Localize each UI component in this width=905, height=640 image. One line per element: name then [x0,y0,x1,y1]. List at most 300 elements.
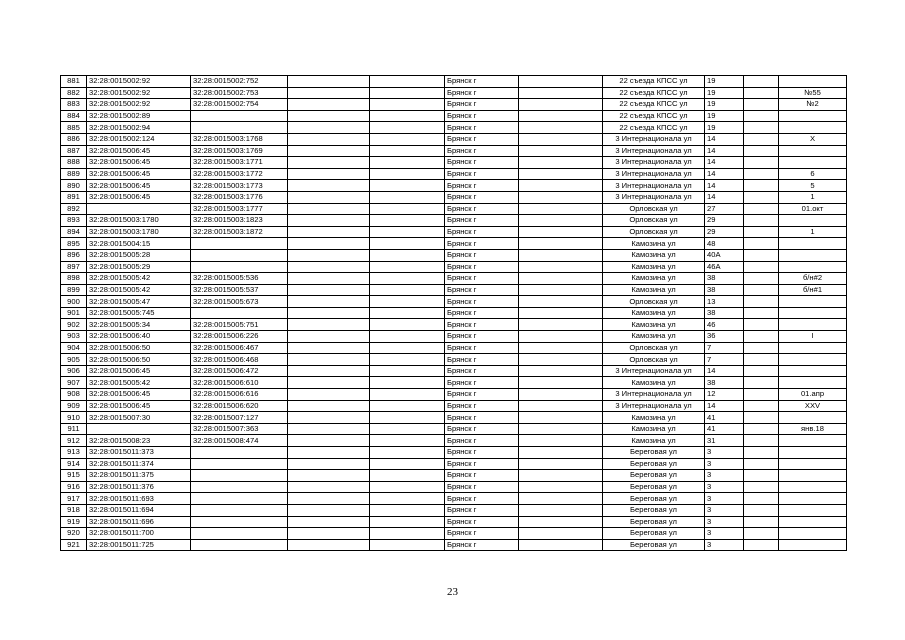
room-note-cell [779,458,847,470]
empty-cell-b [370,528,445,540]
cadastral-number-cell: 32:28:0015006:45 [87,365,191,377]
sub-cadastral-number-cell: 32:28:0015005:536 [191,273,288,285]
empty-cell-a [288,296,370,308]
sub-cadastral-number-cell [191,493,288,505]
empty-cell-d [744,319,779,331]
empty-cell-c [519,307,603,319]
room-note-cell [779,157,847,169]
empty-cell-c [519,249,603,261]
sub-cadastral-number-cell: 32:28:0015006:468 [191,354,288,366]
house-number-cell: 3 [705,470,744,482]
empty-cell-d [744,284,779,296]
street-cell: Камозина ул [603,238,705,250]
table-row [61,215,847,227]
house-number-cell: 29 [705,226,744,238]
row-number-cell: 907 [61,377,87,389]
house-number-cell: 7 [705,354,744,366]
sub-cadastral-number-cell: 32:28:0015007:363 [191,423,288,435]
room-note-cell: №55 [779,87,847,99]
street-cell: Береговая ул [603,516,705,528]
empty-cell-a [288,342,370,354]
empty-cell-d [744,447,779,459]
empty-cell-c [519,273,603,285]
empty-cell-a [288,354,370,366]
table-row [61,284,847,296]
empty-cell-a [288,458,370,470]
empty-cell-b [370,296,445,308]
empty-cell-d [744,481,779,493]
room-note-cell [779,481,847,493]
empty-cell-d [744,157,779,169]
cadastral-number-cell: 32:28:0015006:50 [87,342,191,354]
empty-cell-d [744,203,779,215]
house-number-cell: 38 [705,377,744,389]
street-cell: Камозина ул [603,412,705,424]
house-number-cell: 3 [705,481,744,493]
street-cell: 22 съезда КПСС ул [603,110,705,122]
table-row [61,331,847,343]
table-row [61,261,847,273]
cadastral-number-cell [87,423,191,435]
street-cell: Камозина ул [603,423,705,435]
empty-cell-a [288,133,370,145]
sub-cadastral-number-cell [191,261,288,273]
empty-cell-c [519,365,603,377]
sub-cadastral-number-cell [191,504,288,516]
empty-cell-a [288,493,370,505]
street-cell: Камозина ул [603,273,705,285]
city-cell: Брянск г [445,458,519,470]
empty-cell-b [370,180,445,192]
row-number-cell: 894 [61,226,87,238]
cadastral-number-cell: 32:28:0015005:42 [87,284,191,296]
empty-cell-d [744,470,779,482]
empty-cell-a [288,168,370,180]
sub-cadastral-number-cell: 32:28:0015002:752 [191,76,288,88]
empty-cell-a [288,157,370,169]
empty-cell-b [370,389,445,401]
city-cell: Брянск г [445,168,519,180]
empty-cell-a [288,215,370,227]
table-row [61,110,847,122]
empty-cell-b [370,215,445,227]
cadastral-number-cell: 32:28:0015005:34 [87,319,191,331]
cadastral-number-cell: 32:28:0015006:45 [87,145,191,157]
city-cell: Брянск г [445,180,519,192]
cadastral-number-cell: 32:28:0015011:725 [87,539,191,551]
city-cell: Брянск г [445,261,519,273]
empty-cell-c [519,389,603,401]
city-cell: Брянск г [445,133,519,145]
empty-cell-b [370,504,445,516]
street-cell: Орловская ул [603,354,705,366]
empty-cell-b [370,470,445,482]
row-number-cell: 898 [61,273,87,285]
sub-cadastral-number-cell: 32:28:0015003:1768 [191,133,288,145]
empty-cell-a [288,331,370,343]
street-cell: Орловская ул [603,226,705,238]
empty-cell-c [519,331,603,343]
empty-cell-b [370,226,445,238]
room-note-cell [779,528,847,540]
sub-cadastral-number-cell: 32:28:0015002:754 [191,99,288,111]
street-cell: 22 съезда КПСС ул [603,87,705,99]
empty-cell-b [370,191,445,203]
street-cell: Орловская ул [603,342,705,354]
room-note-cell: б/н#1 [779,284,847,296]
street-cell: Камозина ул [603,284,705,296]
room-note-cell [779,412,847,424]
street-cell: 3 Интернационала ул [603,191,705,203]
cadastral-number-cell: 32:28:0015004:15 [87,238,191,250]
sub-cadastral-number-cell: 32:28:0015003:1773 [191,180,288,192]
house-number-cell: 46 [705,319,744,331]
page-number: 23 [447,586,458,598]
room-note-cell [779,249,847,261]
empty-cell-c [519,122,603,134]
empty-cell-b [370,493,445,505]
empty-cell-b [370,145,445,157]
empty-cell-a [288,423,370,435]
table-row [61,342,847,354]
city-cell: Брянск г [445,238,519,250]
row-number-cell: 888 [61,157,87,169]
row-number-cell: 920 [61,528,87,540]
table-row [61,528,847,540]
street-cell: 3 Интернационала ул [603,133,705,145]
empty-cell-a [288,319,370,331]
empty-cell-d [744,400,779,412]
cadastral-number-cell: 32:28:0015006:45 [87,157,191,169]
row-number-cell: 883 [61,99,87,111]
empty-cell-a [288,273,370,285]
city-cell: Брянск г [445,389,519,401]
room-note-cell [779,261,847,273]
row-number-cell: 921 [61,539,87,551]
empty-cell-a [288,191,370,203]
empty-cell-d [744,215,779,227]
empty-cell-d [744,331,779,343]
sub-cadastral-number-cell: 32:28:0015003:1771 [191,157,288,169]
empty-cell-b [370,516,445,528]
empty-cell-a [288,412,370,424]
city-cell: Брянск г [445,516,519,528]
house-number-cell: 41 [705,412,744,424]
house-number-cell: 36 [705,331,744,343]
street-cell: Береговая ул [603,458,705,470]
room-note-cell [779,307,847,319]
empty-cell-a [288,145,370,157]
empty-cell-a [288,481,370,493]
city-cell: Брянск г [445,331,519,343]
empty-cell-d [744,168,779,180]
row-number-cell: 912 [61,435,87,447]
street-cell: 3 Интернационала ул [603,400,705,412]
empty-cell-d [744,307,779,319]
empty-cell-c [519,412,603,424]
house-number-cell: 31 [705,435,744,447]
row-number-cell: 891 [61,191,87,203]
empty-cell-b [370,87,445,99]
street-cell: 3 Интернационала ул [603,157,705,169]
empty-cell-b [370,284,445,296]
empty-cell-d [744,180,779,192]
table-row [61,458,847,470]
sub-cadastral-number-cell: 32:28:0015006:467 [191,342,288,354]
table-row [61,226,847,238]
empty-cell-d [744,133,779,145]
city-cell: Брянск г [445,319,519,331]
empty-cell-a [288,400,370,412]
city-cell: Брянск г [445,307,519,319]
city-cell: Брянск г [445,226,519,238]
row-number-cell: 893 [61,215,87,227]
house-number-cell: 38 [705,307,744,319]
empty-cell-c [519,447,603,459]
row-number-cell: 901 [61,307,87,319]
table-row [61,273,847,285]
empty-cell-b [370,377,445,389]
street-cell: 3 Интернационала ул [603,365,705,377]
city-cell: Брянск г [445,296,519,308]
city-cell: Брянск г [445,284,519,296]
street-cell: Камозина ул [603,331,705,343]
house-number-cell: 38 [705,273,744,285]
empty-cell-c [519,191,603,203]
table-row [61,191,847,203]
cadastral-number-cell: 32:28:0015002:92 [87,87,191,99]
empty-cell-c [519,99,603,111]
city-cell: Брянск г [445,215,519,227]
empty-cell-c [519,296,603,308]
empty-cell-a [288,122,370,134]
house-number-cell: 3 [705,458,744,470]
cadastral-number-cell: 32:28:0015002:89 [87,110,191,122]
city-cell: Брянск г [445,342,519,354]
room-note-cell [779,447,847,459]
empty-cell-d [744,389,779,401]
empty-cell-b [370,168,445,180]
cadastral-number-cell: 32:28:0015005:29 [87,261,191,273]
empty-cell-d [744,191,779,203]
street-cell: Береговая ул [603,539,705,551]
empty-cell-b [370,261,445,273]
empty-cell-a [288,528,370,540]
street-cell: Береговая ул [603,528,705,540]
empty-cell-d [744,377,779,389]
room-note-cell: №2 [779,99,847,111]
row-number-cell: 919 [61,516,87,528]
cadastral-number-cell: 32:28:0015003:1780 [87,226,191,238]
room-note-cell: 5 [779,180,847,192]
empty-cell-a [288,435,370,447]
empty-cell-d [744,365,779,377]
empty-cell-a [288,76,370,88]
empty-cell-a [288,307,370,319]
room-note-cell: 1 [779,226,847,238]
empty-cell-c [519,493,603,505]
empty-cell-b [370,133,445,145]
empty-cell-b [370,76,445,88]
city-cell: Брянск г [445,249,519,261]
empty-cell-d [744,145,779,157]
cadastral-number-cell: 32:28:0015011:373 [87,447,191,459]
sub-cadastral-number-cell: 32:28:0015005:537 [191,284,288,296]
house-number-cell: 14 [705,191,744,203]
sub-cadastral-number-cell [191,539,288,551]
empty-cell-d [744,76,779,88]
cadastral-number-cell: 32:28:0015005:47 [87,296,191,308]
empty-cell-c [519,157,603,169]
row-number-cell: 900 [61,296,87,308]
cadastral-number-cell: 32:28:0015002:94 [87,122,191,134]
room-note-cell [779,539,847,551]
sub-cadastral-number-cell: 32:28:0015003:1776 [191,191,288,203]
empty-cell-d [744,516,779,528]
sub-cadastral-number-cell [191,481,288,493]
empty-cell-d [744,249,779,261]
room-note-cell [779,470,847,482]
table-body [61,76,847,551]
empty-cell-d [744,261,779,273]
table-row [61,76,847,88]
cadastral-number-cell: 32:28:0015011:376 [87,481,191,493]
house-number-cell: 7 [705,342,744,354]
empty-cell-a [288,99,370,111]
empty-cell-d [744,99,779,111]
sub-cadastral-number-cell [191,447,288,459]
street-cell: 3 Интернационала ул [603,168,705,180]
house-number-cell: 46А [705,261,744,273]
street-cell: 3 Интернационала ул [603,180,705,192]
row-number-cell: 884 [61,110,87,122]
row-number-cell: 905 [61,354,87,366]
row-number-cell: 908 [61,389,87,401]
row-number-cell: 896 [61,249,87,261]
room-note-cell [779,504,847,516]
street-cell: Орловская ул [603,203,705,215]
room-note-cell: 01.окт [779,203,847,215]
room-note-cell [779,342,847,354]
row-number-cell: 902 [61,319,87,331]
table-row [61,470,847,482]
empty-cell-d [744,342,779,354]
house-number-cell: 19 [705,122,744,134]
empty-cell-a [288,516,370,528]
sub-cadastral-number-cell [191,307,288,319]
room-note-cell [779,435,847,447]
empty-cell-a [288,365,370,377]
empty-cell-c [519,423,603,435]
empty-cell-a [288,504,370,516]
empty-cell-c [519,435,603,447]
city-cell: Брянск г [445,122,519,134]
cadastral-number-cell: 32:28:0015011:374 [87,458,191,470]
city-cell: Брянск г [445,435,519,447]
street-cell: Камозина ул [603,307,705,319]
row-number-cell: 914 [61,458,87,470]
house-number-cell: 48 [705,238,744,250]
empty-cell-c [519,238,603,250]
empty-cell-b [370,319,445,331]
city-cell: Брянск г [445,528,519,540]
empty-cell-a [288,389,370,401]
row-number-cell: 918 [61,504,87,516]
sub-cadastral-number-cell: 32:28:0015003:1769 [191,145,288,157]
table-row [61,365,847,377]
table-row [61,307,847,319]
city-cell: Брянск г [445,365,519,377]
house-number-cell: 14 [705,157,744,169]
row-number-cell: 906 [61,365,87,377]
empty-cell-c [519,539,603,551]
house-number-cell: 19 [705,99,744,111]
room-note-cell [779,365,847,377]
empty-cell-a [288,226,370,238]
empty-cell-b [370,238,445,250]
cadastral-number-cell: 32:28:0015003:1780 [87,215,191,227]
street-cell: Береговая ул [603,470,705,482]
city-cell: Брянск г [445,87,519,99]
table-row [61,203,847,215]
street-cell: 22 съезда КПСС ул [603,99,705,111]
room-note-cell [779,145,847,157]
empty-cell-c [519,87,603,99]
street-cell: Орловская ул [603,296,705,308]
cadastral-table [60,75,847,551]
empty-cell-c [519,203,603,215]
row-number-cell: 917 [61,493,87,505]
empty-cell-c [519,76,603,88]
street-cell: 22 съезда КПСС ул [603,122,705,134]
table-row [61,249,847,261]
city-cell: Брянск г [445,110,519,122]
city-cell: Брянск г [445,145,519,157]
room-note-cell [779,319,847,331]
city-cell: Брянск г [445,273,519,285]
street-cell: Береговая ул [603,481,705,493]
empty-cell-c [519,516,603,528]
room-note-cell [779,377,847,389]
house-number-cell: 40А [705,249,744,261]
empty-cell-b [370,99,445,111]
row-number-cell: 909 [61,400,87,412]
house-number-cell: 14 [705,133,744,145]
empty-cell-c [519,400,603,412]
house-number-cell: 14 [705,400,744,412]
table-row [61,377,847,389]
empty-cell-c [519,458,603,470]
sub-cadastral-number-cell: 32:28:0015006:472 [191,365,288,377]
city-cell: Брянск г [445,481,519,493]
table-row [61,168,847,180]
empty-cell-a [288,238,370,250]
table-row [61,481,847,493]
cadastral-number-cell: 32:28:0015002:92 [87,76,191,88]
sub-cadastral-number-cell: 32:28:0015006:620 [191,400,288,412]
sub-cadastral-number-cell: 32:28:0015007:127 [191,412,288,424]
sub-cadastral-number-cell: 32:28:0015003:1772 [191,168,288,180]
empty-cell-a [288,447,370,459]
sub-cadastral-number-cell: 32:28:0015003:1823 [191,215,288,227]
row-number-cell: 897 [61,261,87,273]
row-number-cell: 889 [61,168,87,180]
empty-cell-d [744,539,779,551]
row-number-cell: 890 [61,180,87,192]
row-number-cell: 904 [61,342,87,354]
house-number-cell: 29 [705,215,744,227]
house-number-cell: 38 [705,284,744,296]
